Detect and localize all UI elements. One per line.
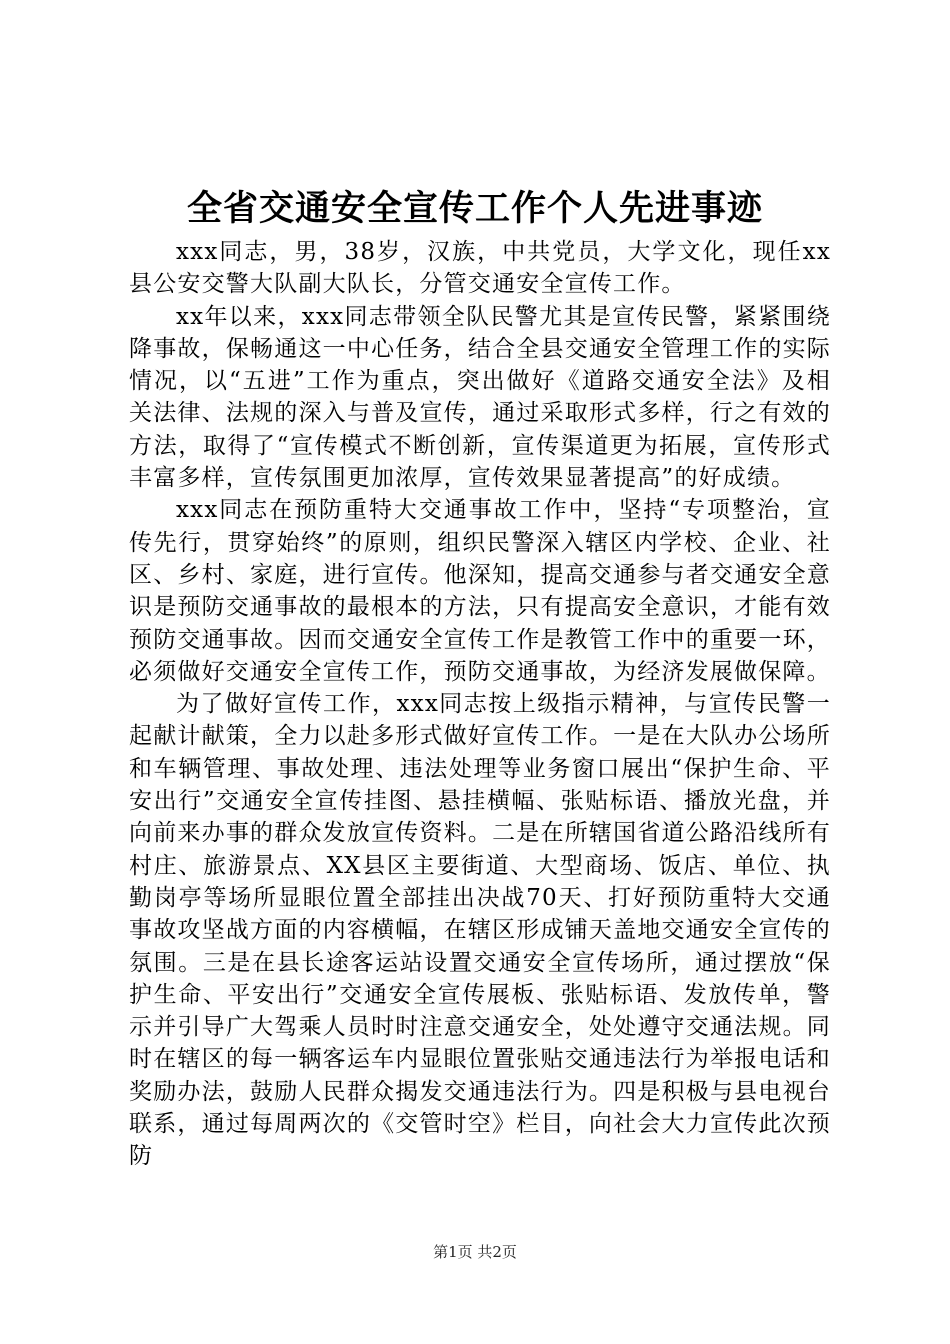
page-number-footer: 第1页 共2页 (433, 1243, 517, 1261)
document-body (129, 236, 831, 1173)
paragraph-intro: xxx同志，男，38岁，汉族，中共党员，大学文化，现任xx县公安交警大队副大队长，分管交通安全宣传工作。 (129, 239, 831, 298)
document-title: 全省交通安全宣传工作个人先进事迹 (186, 188, 763, 229)
paragraph-prevention: xxx同志在预防重特大交通事故工作中，坚持“专项整治，宣传先行，贯穿始终”的原则，组织民警深入辖区内学校、企业、社区、乡村、家庭，进行宣传。他深知，提高交通参与者交通安全意识是预防交通事故的最根本的方法，只有提高安全意识，才能有效预防交通事故。因而交通安全宣传工作是教管工作中的重要一环，必须做好交通安全宣传工作，预防交通事故，为经济发展做保障。 (129, 497, 831, 685)
paragraph-achievements: xx年以来，xxx同志带领全队民警尤其是宣传民警，紧紧围绕降事故，保畅通这一中心任务，结合全县交通安全管理工作的实际情况，以“五进”工作为重点，突出做好《道路交通安全法》及相关法律、法规的深入与普及宣传，通过采取形式多样，行之有效的方法，取得了“宣传模式不断创新，宣传渠道更为拓展，宣传形式丰富多样，宣传氛围更加浓厚，宣传效果显著提高”的好成绩。 (129, 303, 831, 492)
paragraph-measures: 为了做好宣传工作，xxx同志按上级指示精神，与宣传民警一起献计献策，全力以赴多形式做好宣传工作。一是在大队办公场所和车辆管理、事故处理、违法处理等业务窗口展出“保护生命、平安出行”交通安全宣传挂图、悬挂横幅、张贴标语、播放光盘，并向前来办事的群众发放宣传资料。二是在所辖国省道公路沿线所有村庄、旅游景点、XX县区主要街道、大型商场、饭店、单位、执勤岗亭等场所显眼位置全部挂出决战70天、打好预防重特大交通事故攻坚战方面的内容横幅，在辖区形成铺天盖地交通安全宣传的氛围。三是在县长途客运站设置交通安全宣传场所，通过摆放“保护生命、平安出行”交通安全宣传展板、张贴标语、发放传单，警示并引导广大驾乘人员时时注意交通安全，处处遵守交通法规。同时在辖区的每一辆客运车内显眼位置张贴交通违法行为举报电话和奖励办法，鼓励人民群众揭发交通违法行为。四是积极与县电视台联系，通过每周两次的《交管时空》栏目，向社会大力宣传此次预防 (129, 691, 831, 1170)
